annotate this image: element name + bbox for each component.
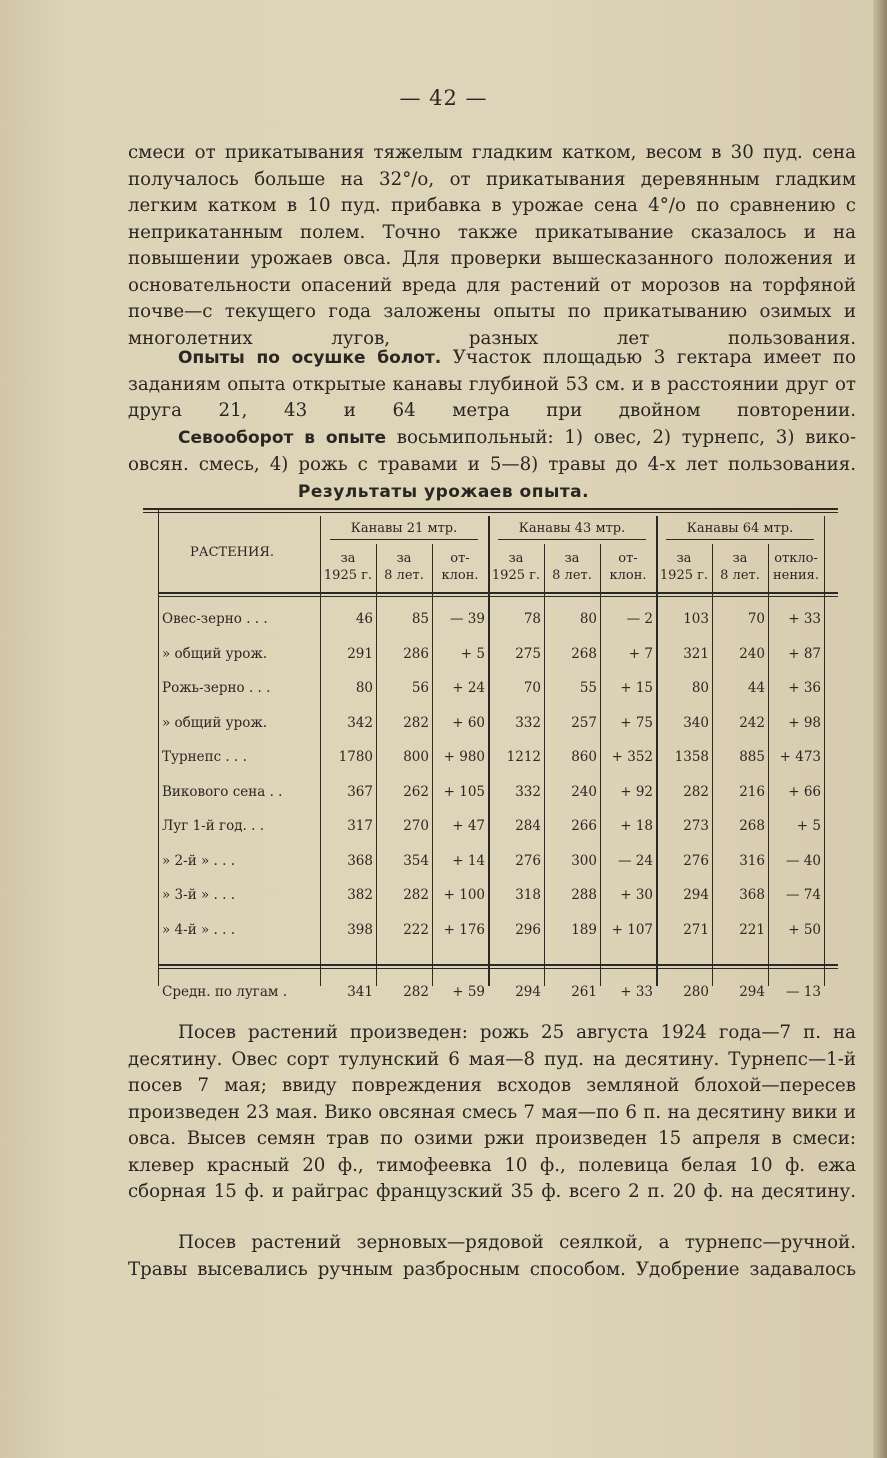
table-cell: + 98 xyxy=(788,714,821,731)
table-cell: + 100 xyxy=(443,887,485,903)
table-cell: 367 xyxy=(347,783,373,800)
summary-cell: 294 xyxy=(515,984,541,1000)
table-cell: 398 xyxy=(347,921,373,938)
table-cell: 55 xyxy=(579,680,597,696)
sub-header-line-2: 1925 г. xyxy=(491,568,541,583)
page-number: — 42 — xyxy=(399,86,488,110)
summary-cell: 282 xyxy=(403,984,429,1000)
table-cell: 80 xyxy=(691,680,709,696)
sub-header xyxy=(488,550,544,584)
table-cell: 282 xyxy=(403,714,429,731)
summary-rule xyxy=(158,964,838,966)
sub-header-line-1: за xyxy=(732,551,748,566)
sub-header-line-1: за xyxy=(508,551,524,566)
table-cell: 288 xyxy=(571,887,597,903)
table-cell: 340 xyxy=(683,714,709,731)
paragraph-2-body: Участок площадью 3 гектара имеет по заданиям опыта открытые канавы глубиной 53 см. и в расстоянии друг от друга 21, 43 и 64 метра при двойном повторении. xyxy=(128,347,856,421)
table-cell: 332 xyxy=(515,714,541,731)
table-cell: + 107 xyxy=(611,921,653,938)
row-label: » 4-й » . . . xyxy=(162,921,235,938)
table-cell: 275 xyxy=(515,645,541,662)
table-cell: 1780 xyxy=(338,749,373,765)
table-cell: 276 xyxy=(683,852,709,869)
table-cell: 189 xyxy=(571,921,597,938)
table-cell: + 15 xyxy=(620,680,653,696)
table-cell: 44 xyxy=(747,680,765,696)
sub-header-line-1: от- xyxy=(618,551,638,566)
paragraph-3-heading: Севооборот в опыте xyxy=(178,428,386,448)
table-cell: 257 xyxy=(571,714,597,731)
table-cell: + 50 xyxy=(788,921,821,938)
table-cell: 80 xyxy=(355,680,373,696)
table-cell: — 74 xyxy=(786,887,821,903)
table-title: Результаты урожаев опыта. xyxy=(297,482,590,502)
table-cell: 321 xyxy=(683,645,709,662)
table-cell: 368 xyxy=(347,852,373,869)
table-cell: 80 xyxy=(579,611,597,627)
sub-header-line-1: откло- xyxy=(774,551,818,566)
row-label: » 2-й » . . . xyxy=(162,852,235,869)
row-label: Турнепс . . . xyxy=(162,749,247,765)
table-cell: 56 xyxy=(411,680,429,696)
table-cell: 332 xyxy=(515,783,541,800)
table-cell: + 5 xyxy=(796,818,821,834)
sub-header xyxy=(320,550,376,584)
group-header: Канавы 64 мтр. xyxy=(686,521,794,536)
summary-rule-thin xyxy=(158,968,838,969)
table-cell: 885 xyxy=(739,749,765,765)
table-cell: + 14 xyxy=(452,852,485,869)
table-cell: 317 xyxy=(347,818,373,834)
sub-header-line-1: за xyxy=(676,551,692,566)
table-cell: + 92 xyxy=(620,783,653,800)
table-cell: 268 xyxy=(571,645,597,662)
sub-header-line-1: за xyxy=(396,551,412,566)
table-cell: 85 xyxy=(411,611,429,627)
row-label: » общий урож. xyxy=(162,714,268,731)
paragraph-2-heading: Опыты по осушке болот. xyxy=(178,348,442,368)
table-cell: + 5 xyxy=(460,645,485,662)
table-cell: 221 xyxy=(739,921,765,938)
row-label: Викового сена . . xyxy=(162,783,283,800)
sub-header xyxy=(544,550,600,584)
summary-cell: + 33 xyxy=(620,984,653,1000)
sub-header-line-2: 8 лет. xyxy=(720,568,760,583)
table-cell: 216 xyxy=(739,783,765,800)
table-cell: 318 xyxy=(515,887,541,903)
sub-header xyxy=(656,550,712,584)
yield-table xyxy=(148,508,838,1008)
sub-header-line-2: клон. xyxy=(441,568,479,583)
group-header: Канавы 43 мтр. xyxy=(518,521,626,536)
table-right-rule xyxy=(824,516,825,986)
table-cell: 286 xyxy=(403,645,429,662)
table-cell: 70 xyxy=(523,680,541,696)
table-cell: 342 xyxy=(347,714,373,731)
row-header: РАСТЕНИЯ. xyxy=(189,545,274,560)
summary-cell: 280 xyxy=(683,984,709,1000)
table-cell: + 75 xyxy=(620,714,653,731)
group-rule xyxy=(330,539,478,540)
group-rule xyxy=(666,539,814,540)
table-left-rule xyxy=(158,508,159,986)
paragraph-3-body: восьмипольный: 1) овес, 2) турнепс, 3) вико-овсян. смесь, 4) рожь с травами и 5—8) травы до 4-х лет пользования. xyxy=(128,427,856,475)
table-top-rule-thin xyxy=(143,512,838,513)
row-label: » 3-й » . . . xyxy=(162,887,235,903)
sub-header-line-2: клон. xyxy=(609,568,647,583)
table-cell: + 36 xyxy=(788,680,821,696)
table-cell: 240 xyxy=(571,783,597,800)
table-cell: 284 xyxy=(515,818,541,834)
sub-header xyxy=(376,550,432,584)
table-cell: + 105 xyxy=(443,783,485,800)
table-cell: — 2 xyxy=(626,611,653,627)
table-cell: + 18 xyxy=(620,818,653,834)
table-cell: + 60 xyxy=(452,714,485,731)
table-cell: 273 xyxy=(683,818,709,834)
table-cell: 800 xyxy=(403,749,429,765)
table-cell: 860 xyxy=(571,749,597,765)
group-header: Канавы 21 мтр. xyxy=(350,521,458,536)
sub-header xyxy=(768,550,824,584)
table-cell: 240 xyxy=(739,645,765,662)
table-cell: 46 xyxy=(355,611,373,627)
sub-header-line-1: за xyxy=(564,551,580,566)
table-cell: + 66 xyxy=(788,783,821,800)
table-cell: 266 xyxy=(571,818,597,834)
header-rule xyxy=(158,592,838,594)
table-cell: + 980 xyxy=(443,749,485,765)
table-cell: 78 xyxy=(523,611,541,627)
table-cell: — 40 xyxy=(786,852,821,869)
sub-header xyxy=(432,550,488,584)
table-cell: 291 xyxy=(347,645,373,662)
table-cell: 276 xyxy=(515,852,541,869)
row-label: Рожь-зерно . . . xyxy=(162,680,271,696)
sub-header-line-2: нения. xyxy=(772,568,820,583)
sub-header-line-2: 1925 г. xyxy=(323,568,373,583)
sub-header-line-1: от- xyxy=(450,551,470,566)
table-cell: + 24 xyxy=(452,680,485,696)
table-cell: + 352 xyxy=(611,749,653,765)
table-cell: 368 xyxy=(739,887,765,903)
table-cell: 271 xyxy=(683,921,709,938)
summary-cell: 294 xyxy=(739,984,765,1000)
table-cell: + 33 xyxy=(788,611,821,627)
table-cell: 282 xyxy=(683,783,709,800)
table-cell: 268 xyxy=(739,818,765,834)
sub-header-line-1: за xyxy=(340,551,356,566)
paragraph-5: Посев растений зерновых—рядовой сеялкой, а турнепс—ручной. Травы высевались ручным разбросным способом. Удобрение задавалось xyxy=(128,1232,856,1280)
paragraph-4: Посев растений произведен: рожь 25 августа 1924 года—7 п. на десятину. Овес сорт тулунский 6 мая—8 пуд. на десятину. Турнепс—1-й посев 7 мая; ввиду повреждения всходов земляной блохой—пересев произведен 23 мая. Вико овсяная смесь 7 мая—по 6 п. на десятину вики и овса. Высев семян трав по озими ржи произведен 15 апреля в смеси: клевер красный 20 ф., тимофеевка 10 ф., полевица белая 10 ф. ежа сборная 15 ф. и райграс французский 35 ф. всего 2 п. 20 ф. на десятину. xyxy=(128,1022,856,1202)
row-label: Овес-зерно . . . xyxy=(162,611,268,627)
header-rule-thin xyxy=(158,596,838,597)
table-cell: 103 xyxy=(683,611,709,627)
sub-header xyxy=(600,550,656,584)
table-cell: 70 xyxy=(747,611,765,627)
table-cell: 316 xyxy=(739,852,765,869)
table-cell: 222 xyxy=(403,921,429,938)
paragraph-2 xyxy=(128,345,856,425)
sub-header-line-2: 8 лет. xyxy=(552,568,592,583)
table-cell: 296 xyxy=(515,921,541,938)
summary-cell: + 59 xyxy=(452,984,485,1000)
summary-label: Средн. по лугам . xyxy=(162,984,287,1000)
table-cell: + 87 xyxy=(788,645,821,662)
table-cell: + 7 xyxy=(628,645,653,662)
table-cell: — 39 xyxy=(450,611,485,627)
table-cell: 262 xyxy=(403,783,429,800)
table-cell: 300 xyxy=(571,852,597,869)
table-cell: 1212 xyxy=(506,749,541,765)
table-cell: 282 xyxy=(403,887,429,903)
paragraph-3 xyxy=(128,425,856,478)
row-label: » общий урож. xyxy=(162,645,268,662)
sub-header-line-2: 8 лет. xyxy=(384,568,424,583)
row-label: Луг 1-й год. . . xyxy=(162,818,264,834)
table-cell: + 176 xyxy=(443,921,485,938)
table-cell: 270 xyxy=(403,818,429,834)
sub-header-line-2: 1925 г. xyxy=(659,568,709,583)
summary-cell: — 13 xyxy=(786,984,821,1000)
table-cell: 294 xyxy=(683,887,709,903)
table-cell: 1358 xyxy=(674,749,709,765)
summary-cell: 261 xyxy=(571,984,597,1000)
table-cell: + 47 xyxy=(452,818,485,834)
paragraph-1: смеси от прикатывания тяжелым гладким катком, весом в 30 пуд. сена получалось больше на 32°/о, от прикатывания деревянным гладким легким катком в 10 пуд. прибавка в урожае сена 4°/о по сравнению с неприкатанным полем. Точно также прикатывание сказалось и на повышении урожаев овса. Для проверки вышесказанного положения и основательности опасений вреда для растений от морозов на торфяной почве—с текущего года заложены опыты по прикатыванию озимых и многолетних лугов, разных лет пользования. xyxy=(128,142,856,349)
table-cell: — 24 xyxy=(618,852,653,869)
group-rule xyxy=(498,539,646,540)
table-cell: 354 xyxy=(403,852,429,869)
table-cell: 242 xyxy=(739,714,765,731)
table-cell: + 30 xyxy=(620,887,653,903)
table-cell: + 473 xyxy=(779,749,821,765)
sub-header xyxy=(712,550,768,584)
table-top-rule xyxy=(143,508,838,510)
page-edge xyxy=(873,0,887,1458)
summary-cell: 341 xyxy=(347,984,373,1000)
table-cell: 382 xyxy=(347,887,373,903)
